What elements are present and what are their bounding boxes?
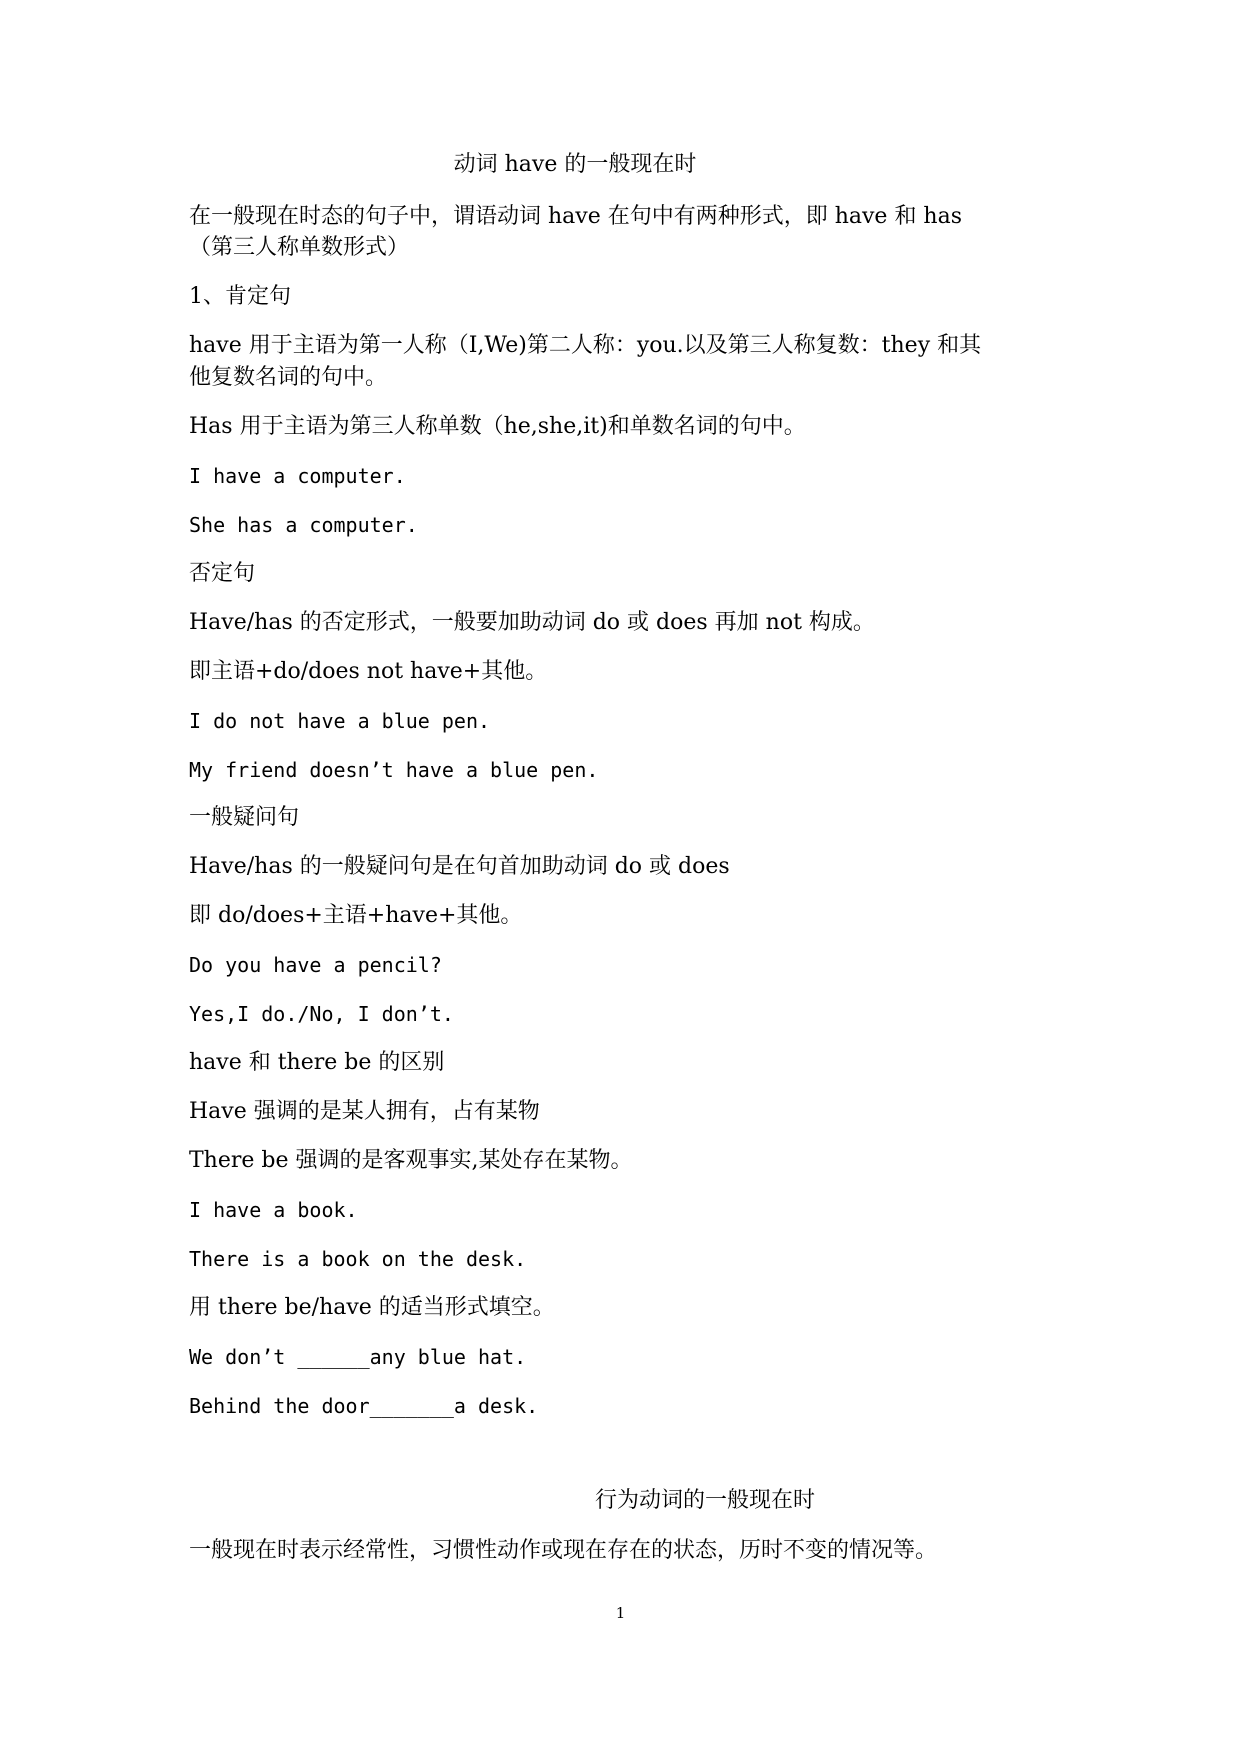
paragraph-line: 一般现在时表示经常性，习惯性动作或现在存在的状态，历时不变的情况等。: [189, 1538, 938, 1563]
paragraph-line: 在一般现在时态的句子中，谓语动词 have 在句中有两种形式，即 have 和 has: [189, 204, 963, 229]
example-sentence: I have a computer.: [189, 464, 406, 488]
paragraph-line: Have 强调的是某人拥有，占有某物: [189, 1099, 540, 1124]
page-number: 1: [615, 1604, 626, 1622]
paragraph-line: 即 do/does+主语+have+其他。: [189, 903, 523, 928]
exercise-instruction: 用 there be/have 的适当形式填空。: [189, 1295, 555, 1320]
section-title-have: 动词 have 的一般现在时: [453, 152, 697, 177]
list-heading-question: 一般疑问句: [189, 805, 300, 830]
example-sentence: Yes,I do./No, I don’t.: [189, 1002, 454, 1026]
list-heading-difference: have 和 there be 的区别: [189, 1050, 445, 1075]
example-sentence: I have a book.: [189, 1198, 358, 1222]
paragraph-line: There be 强调的是客观事实,某处存在某物。: [189, 1148, 633, 1173]
paragraph-line: have 用于主语为第一人称（I,We)第二人称：you.以及第三人称复数：they 和其: [189, 333, 982, 358]
list-heading-affirmative: 1、肯定句: [189, 284, 291, 309]
example-sentence: There is a book on the desk.: [189, 1247, 527, 1271]
section-title-action-verbs: 行为动词的一般现在时: [594, 1488, 815, 1513]
paragraph-line: Has 用于主语为第三人称单数（he,she,it)和单数名词的句中。: [189, 414, 806, 439]
paragraph-line: 他复数名词的句中。: [189, 365, 388, 390]
paragraph-line: 即主语+do/does not have+其他。: [189, 659, 548, 684]
example-sentence: She has a computer.: [189, 513, 418, 537]
paragraph-line: （第三人称单数形式）: [189, 235, 410, 260]
list-heading-negative: 否定句: [189, 561, 256, 586]
example-sentence: I do not have a blue pen.: [189, 709, 491, 733]
exercise-item: We don’t ______any blue hat.: [189, 1345, 527, 1369]
exercise-item: Behind the door_______a desk.: [189, 1394, 539, 1418]
paragraph-line: Have/has 的一般疑问句是在句首加助动词 do 或 does: [189, 854, 730, 879]
paragraph-line: Have/has 的否定形式，一般要加助动词 do 或 does 再加 not 构成。: [189, 610, 875, 635]
example-sentence: My friend doesn’t have a blue pen.: [189, 758, 599, 782]
example-sentence: Do you have a pencil?: [189, 953, 442, 977]
